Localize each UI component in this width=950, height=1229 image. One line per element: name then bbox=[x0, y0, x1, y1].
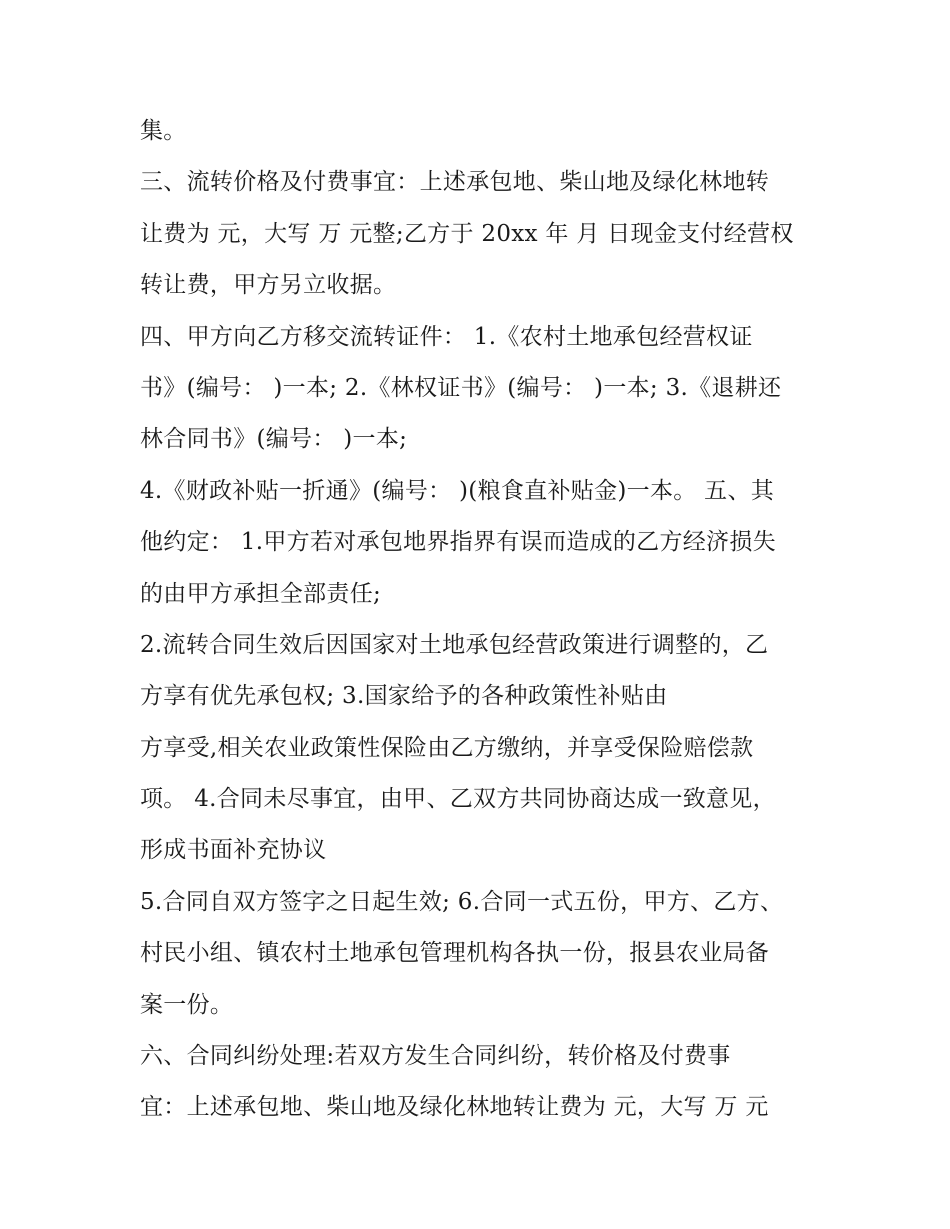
text-line: 2.流转合同生效后因国家对土地承包经营政策进行调整的，乙 bbox=[140, 631, 769, 658]
text-line: 村民小组、镇农村土地承包管理机构各执一份，报县农业局备 bbox=[140, 940, 770, 967]
text-line: 的由甲方承担全部责任; bbox=[140, 580, 382, 607]
text-line: 方享受,相关农业政策性保险由乙方缴纳，并享受保险赔偿款 bbox=[140, 734, 754, 761]
text-line: 形成书面补充协议 bbox=[140, 837, 327, 864]
text-line: 转让费，甲方另立收据。 bbox=[140, 272, 397, 299]
text-line: 六、合同纠纷处理:若双方发生合同纠纷，转价格及付费事 bbox=[140, 1043, 731, 1070]
text-line: 5.合同自双方签字之日起生效; 6.合同一式五份，甲方、乙方、 bbox=[140, 888, 784, 915]
text-line: 三、流转价格及付费事宜：上述承包地、柴山地及绿化林地转 bbox=[140, 169, 770, 196]
text-line: 项。 4.合同未尽事宜，由甲、乙双方共同协商达成一致意见， bbox=[140, 786, 776, 813]
text-line: 四、甲方向乙方移交流转证件： 1.《农村土地承包经营权证 bbox=[140, 323, 753, 350]
text-line: 案一份。 bbox=[140, 991, 234, 1018]
text-line: 林合同书》(编号： )一本; bbox=[140, 426, 408, 453]
contract-text-body bbox=[140, 106, 820, 1134]
text-line: 宜：上述承包地、柴山地及绿化林地转让费为 元，大写 万 元 bbox=[140, 1094, 769, 1121]
text-line: 书》(编号： )一本; 2.《林权证书》(编号： )一本; 3.《退耕还 bbox=[140, 374, 782, 401]
text-line: 他约定： 1.甲方若对承包地界指界有误而造成的乙方经济损失 bbox=[140, 529, 776, 556]
text-line: 4.《财政补贴一折通》(编号： )(粮食直补贴金)一本。 五、其 bbox=[140, 477, 775, 504]
text-line: 让费为 元，大写 万 元整;乙方于 20xx 年 月 日现金支付经营权 bbox=[140, 220, 794, 247]
text-line: 方享有优先承包权; 3.国家给予的各种政策性补贴由 bbox=[140, 683, 668, 710]
text-line: 集。 bbox=[140, 118, 187, 144]
